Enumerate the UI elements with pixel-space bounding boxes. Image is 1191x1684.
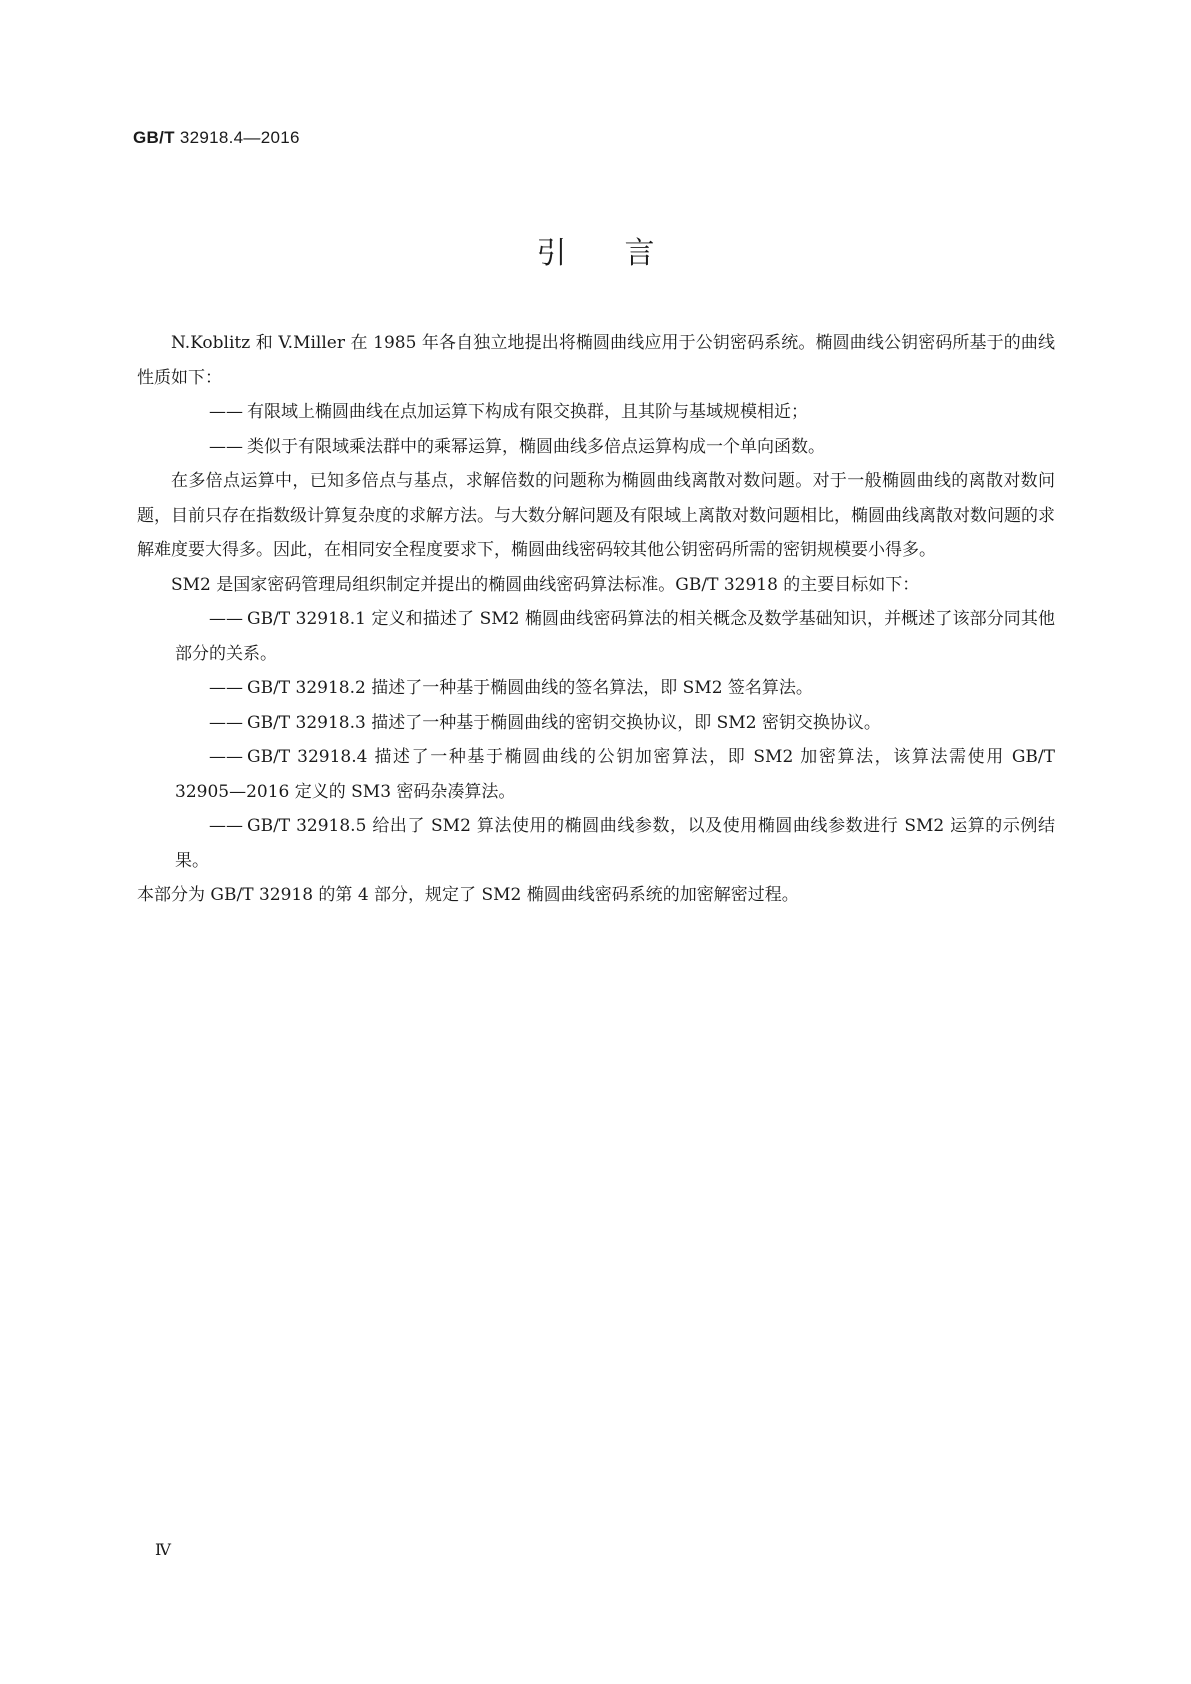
list-item-text: GB/T 32918.1 定义和描述了 SM2 椭圆曲线密码算法的相关概念及数学基础知识，并概述了该部分同其他部分的关系。: [175, 609, 1055, 664]
section-title: 引言: [536, 236, 713, 271]
standard-number: 32918.4—2016: [179, 128, 300, 147]
dash-mark: ——: [209, 816, 243, 836]
paragraph-part-scope: 本部分为 GB/T 32918 的第 4 部分，规定了 SM2 椭圆曲线密码系统的加密解密过程。: [137, 885, 799, 905]
dash-mark: ——: [209, 402, 243, 422]
list-item-goal: [137, 706, 1055, 741]
dash-mark: ——: [209, 678, 243, 698]
list-item-text: GB/T 32918.2 描述了一种基于椭圆曲线的签名算法，即 SM2 签名算法。: [247, 678, 813, 698]
paragraph-discrete-log: 在多倍点运算中，已知多倍点与基点，求解倍数的问题称为椭圆曲线离散对数问题。对于一般椭圆曲线的离散对数问题，目前只存在指数级计算复杂度的求解方法。与大数分解问题及有限域上离散对数问题相比，椭圆曲线离散对数问题的求解难度要大得多。因此，在相同安全程度要求下，椭圆曲线密码较其他公钥密码所需的密钥规模要小得多。: [137, 471, 1055, 560]
list-item-text: 类似于有限域乘法群中的乘幂运算，椭圆曲线多倍点运算构成一个单向函数。: [247, 436, 825, 457]
document-header: [133, 128, 300, 148]
dash-mark: ——: [209, 609, 243, 629]
list-item-goal: [137, 740, 1055, 809]
dash-mark: ——: [209, 436, 243, 457]
list-item-property: [137, 395, 1055, 430]
dash-mark: ——: [209, 712, 243, 733]
page-number: Ⅳ: [155, 1540, 171, 1559]
list-item-text: GB/T 32918.3 描述了一种基于椭圆曲线的密钥交换协议，即 SM2 密钥交换协议。: [247, 712, 881, 733]
list-item-text: GB/T 32918.5 给出了 SM2 算法使用的椭圆曲线参数，以及使用椭圆曲线参数进行 SM2 运算的示例结果。: [175, 816, 1055, 871]
paragraph-sm2-goals: SM2 是国家密码管理局组织制定并提出的椭圆曲线密码算法标准。GB/T 32918 的主要目标如下：: [171, 574, 920, 595]
list-item-text: 有限域上椭圆曲线在点加运算下构成有限交换群，且其阶与基域规模相近；: [247, 402, 808, 422]
dash-mark: ——: [209, 747, 243, 767]
standard-prefix: GB/T: [133, 128, 175, 147]
list-item-text: GB/T 32918.4 描述了一种基于椭圆曲线的公钥加密算法，即 SM2 加密算法，该算法需使用 GB/T 32905—2016 定义的 SM3 密码杂凑算法。: [175, 747, 1055, 802]
list-item-goal: [137, 809, 1055, 878]
list-item-property: [137, 430, 1055, 465]
list-item-goal: [137, 602, 1055, 671]
list-item-goal: [137, 671, 1055, 706]
paragraph-intro: N.Koblitz 和 V.Miller 在 1985 年各自独立地提出将椭圆曲线应用于公钥密码系统。椭圆曲线公钥密码所基于的曲线性质如下：: [137, 333, 1055, 388]
introduction-body: [137, 326, 1055, 913]
